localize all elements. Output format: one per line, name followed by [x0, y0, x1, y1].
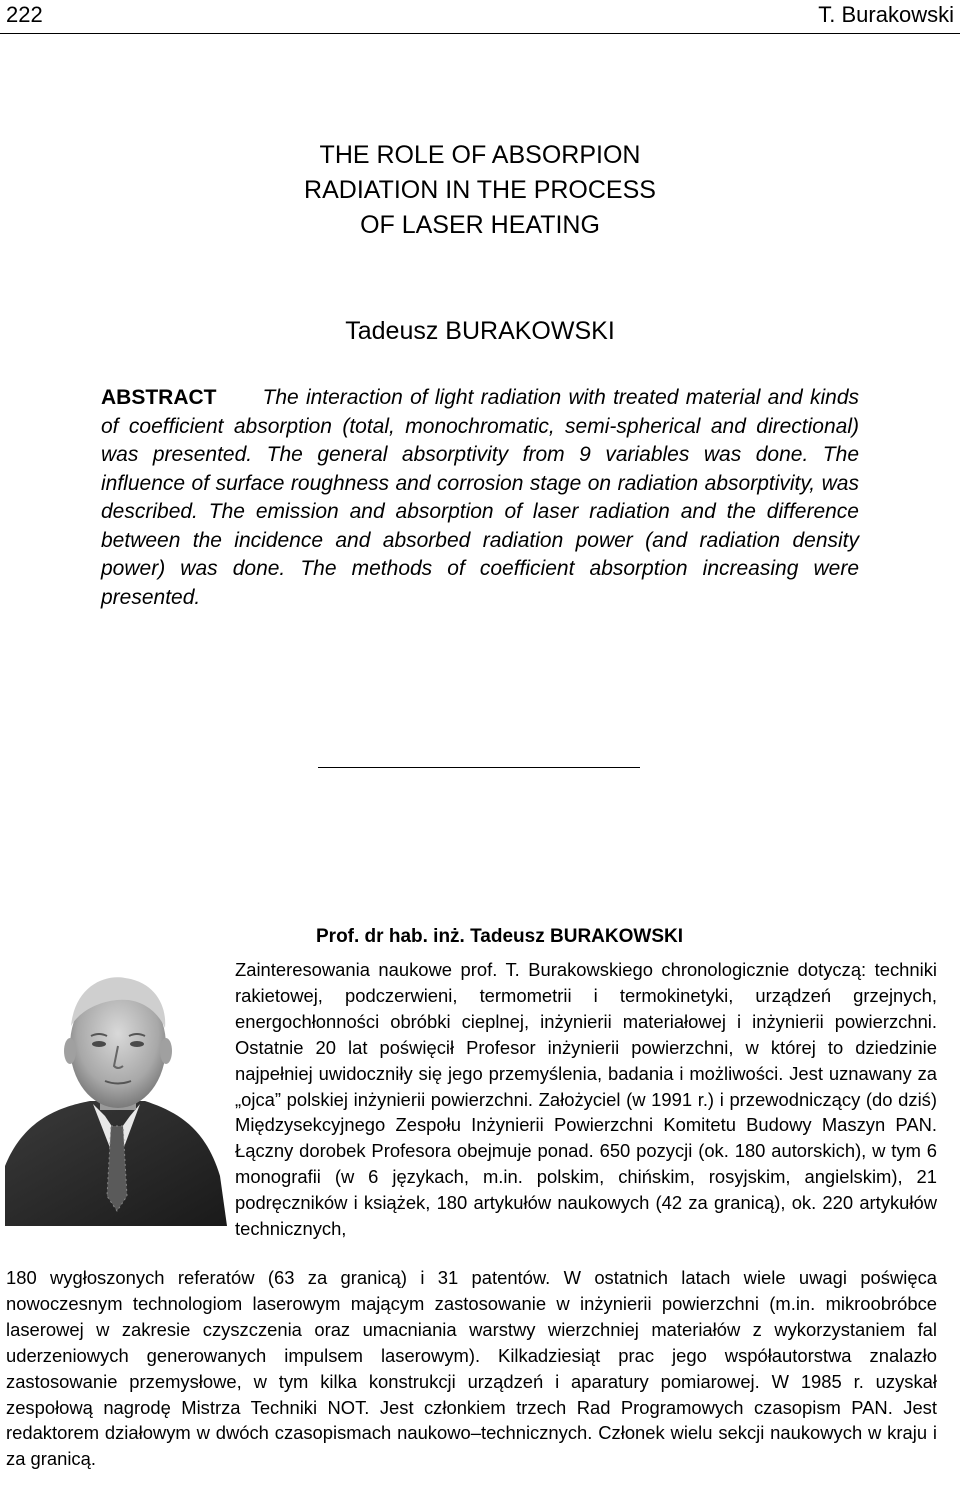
page-number: 222: [6, 2, 43, 27]
running-head: T. Burakowski: [818, 2, 954, 27]
paper-title: [0, 138, 960, 243]
page-header: [0, 0, 960, 34]
title-line: THE ROLE OF ABSORPION: [319, 141, 641, 169]
title-line: RADIATION IN THE PROCESS: [304, 176, 656, 204]
title-line: OF LASER HEATING: [360, 211, 600, 239]
abstract-text: The interaction of light radiation with treated material and kinds of coefficient absorption (total, monochromatic, semi-spherical and directional) was presented. The general absorptivity from 9 variables was done. The influence of surface roughness and corrosion stage on radiation absorptivity, was described. The emission and absorption of laser radiation and the difference between the incidence and absorbed radiation power (and radiation density power) was done. The methods of coefficient absorption increasing were presented.: [101, 386, 859, 609]
author-name: Tadeusz BURAKOWSKI: [345, 317, 615, 345]
bio-heading: Prof. dr hab. inż. Tadeusz BURAKOWSKI: [316, 926, 683, 947]
bio-text-full-width: 180 wygłoszonych referatów (63 za granicą) i 31 patentów. W ostatnich latach wiele uwagi poświęca nowoczesnym technologiom laserowym mającym zastosowanie w inżynierii powierzchni (m.in. mikroobróbce laserowej w zakresie czyszczenia oraz umacniania warstwy wierzchniej materiałów z wykorzystaniem fal uderzeniowych generowanych impulsem laserowym). Kilkadziesiąt prac jego współautorstwa znalazło zastosowanie przemysłowe, w tym kilka konstrukcji urządzeń i aparatury pomiarowej. W 1985 r. uzyskał zespołową nagrodę Mistrza Techniki NOT. Jest członkiem trzech Rad Programowych czasopism PAN. Jest redaktorem działowym w dwóch czasopismach naukowo–technicznych. Członek wielu sekcji naukowych w kraju i za granicą.: [6, 1267, 937, 1470]
bio-text-beside-photo: Zainteresowania naukowe prof. T. Burakowskiego chronologicznie dotyczą: techniki rakietowej, podczerwieni, termometrii i termokinetyki, urządzeń grzejnych, energochłonności obróbki cieplnej, inżynierii materiałowej i inżynierii powierzchni. Ostatnie 20 lat poświęcił Profesor inżynierii powierzchni, w której to dziedzinie najpełniej uwidoczniły się jego przemyślenia, badania i możliwości. Jest uznawany za „ojca” polskiej inżynierii powierzchni. Założyciel (w 1991 r.) i przewodniczący (do dziś) Międzysekcyjnego Zespołu Inżynierii Powierzchni Komitetu Budowy Maszyn PAN. Łączny dorobek Profesora obejmuje ponad. 650 pozycji (ok. 180 autorskich), w tym 6 monografii (w 6 językach, m.in. polskim, chińskim, rosyjskim, angielskim), 21 podręczników i książek, 180 artykułów naukowych (42 za granicą), ok. 220 artykułów technicznych,: [235, 959, 937, 1240]
abstract-label: ABSTRACT: [101, 386, 217, 409]
author-portrait-photo: [5, 966, 227, 1226]
abstract: [101, 384, 859, 612]
separator-rule: [318, 767, 640, 768]
